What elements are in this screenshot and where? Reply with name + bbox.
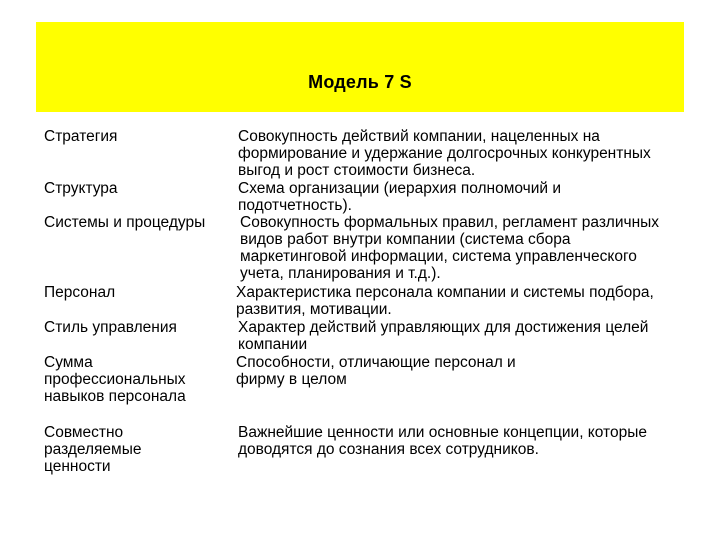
title-banner: [36, 22, 684, 112]
term-skills: Сумма профессиональных навыков персонала: [44, 354, 186, 405]
definition-structure: Схема организации (иерархия полномочий и подотчетность).: [238, 180, 562, 214]
term-values: Совместно разделяемые ценности: [44, 424, 142, 475]
definition-style: Характер действий управляющих для достижения целей компании: [238, 319, 649, 353]
term-style: Стиль управления: [44, 319, 177, 336]
term-strategy: Стратегия: [44, 128, 118, 145]
definition-values: Важнейшие ценности или основные концепции, которые доводятся до сознания всех сотрудников.: [238, 424, 647, 458]
slide-title: Модель 7 S: [308, 72, 412, 92]
term-structure: Структура: [44, 180, 118, 197]
definition-strategy: Совокупность действий компании, нацеленных на формирование и удержание долгосрочных конкурентных выгод и рост стоимости бизнеса.: [238, 128, 651, 179]
definition-staff: Характеристика персонала компании и системы подбора, развития, мотивации.: [236, 284, 654, 318]
term-staff: Персонал: [44, 284, 116, 301]
definition-systems: Совокупность формальных правил, регламент различных видов работ внутри компании (система сбора маркетинговой информации, система управленческого учета, планирования и т.д.).: [240, 214, 660, 282]
definition-skills: Способности, отличающие персонал и фирму в целом: [236, 354, 516, 388]
term-systems: Системы и процедуры: [44, 214, 206, 231]
